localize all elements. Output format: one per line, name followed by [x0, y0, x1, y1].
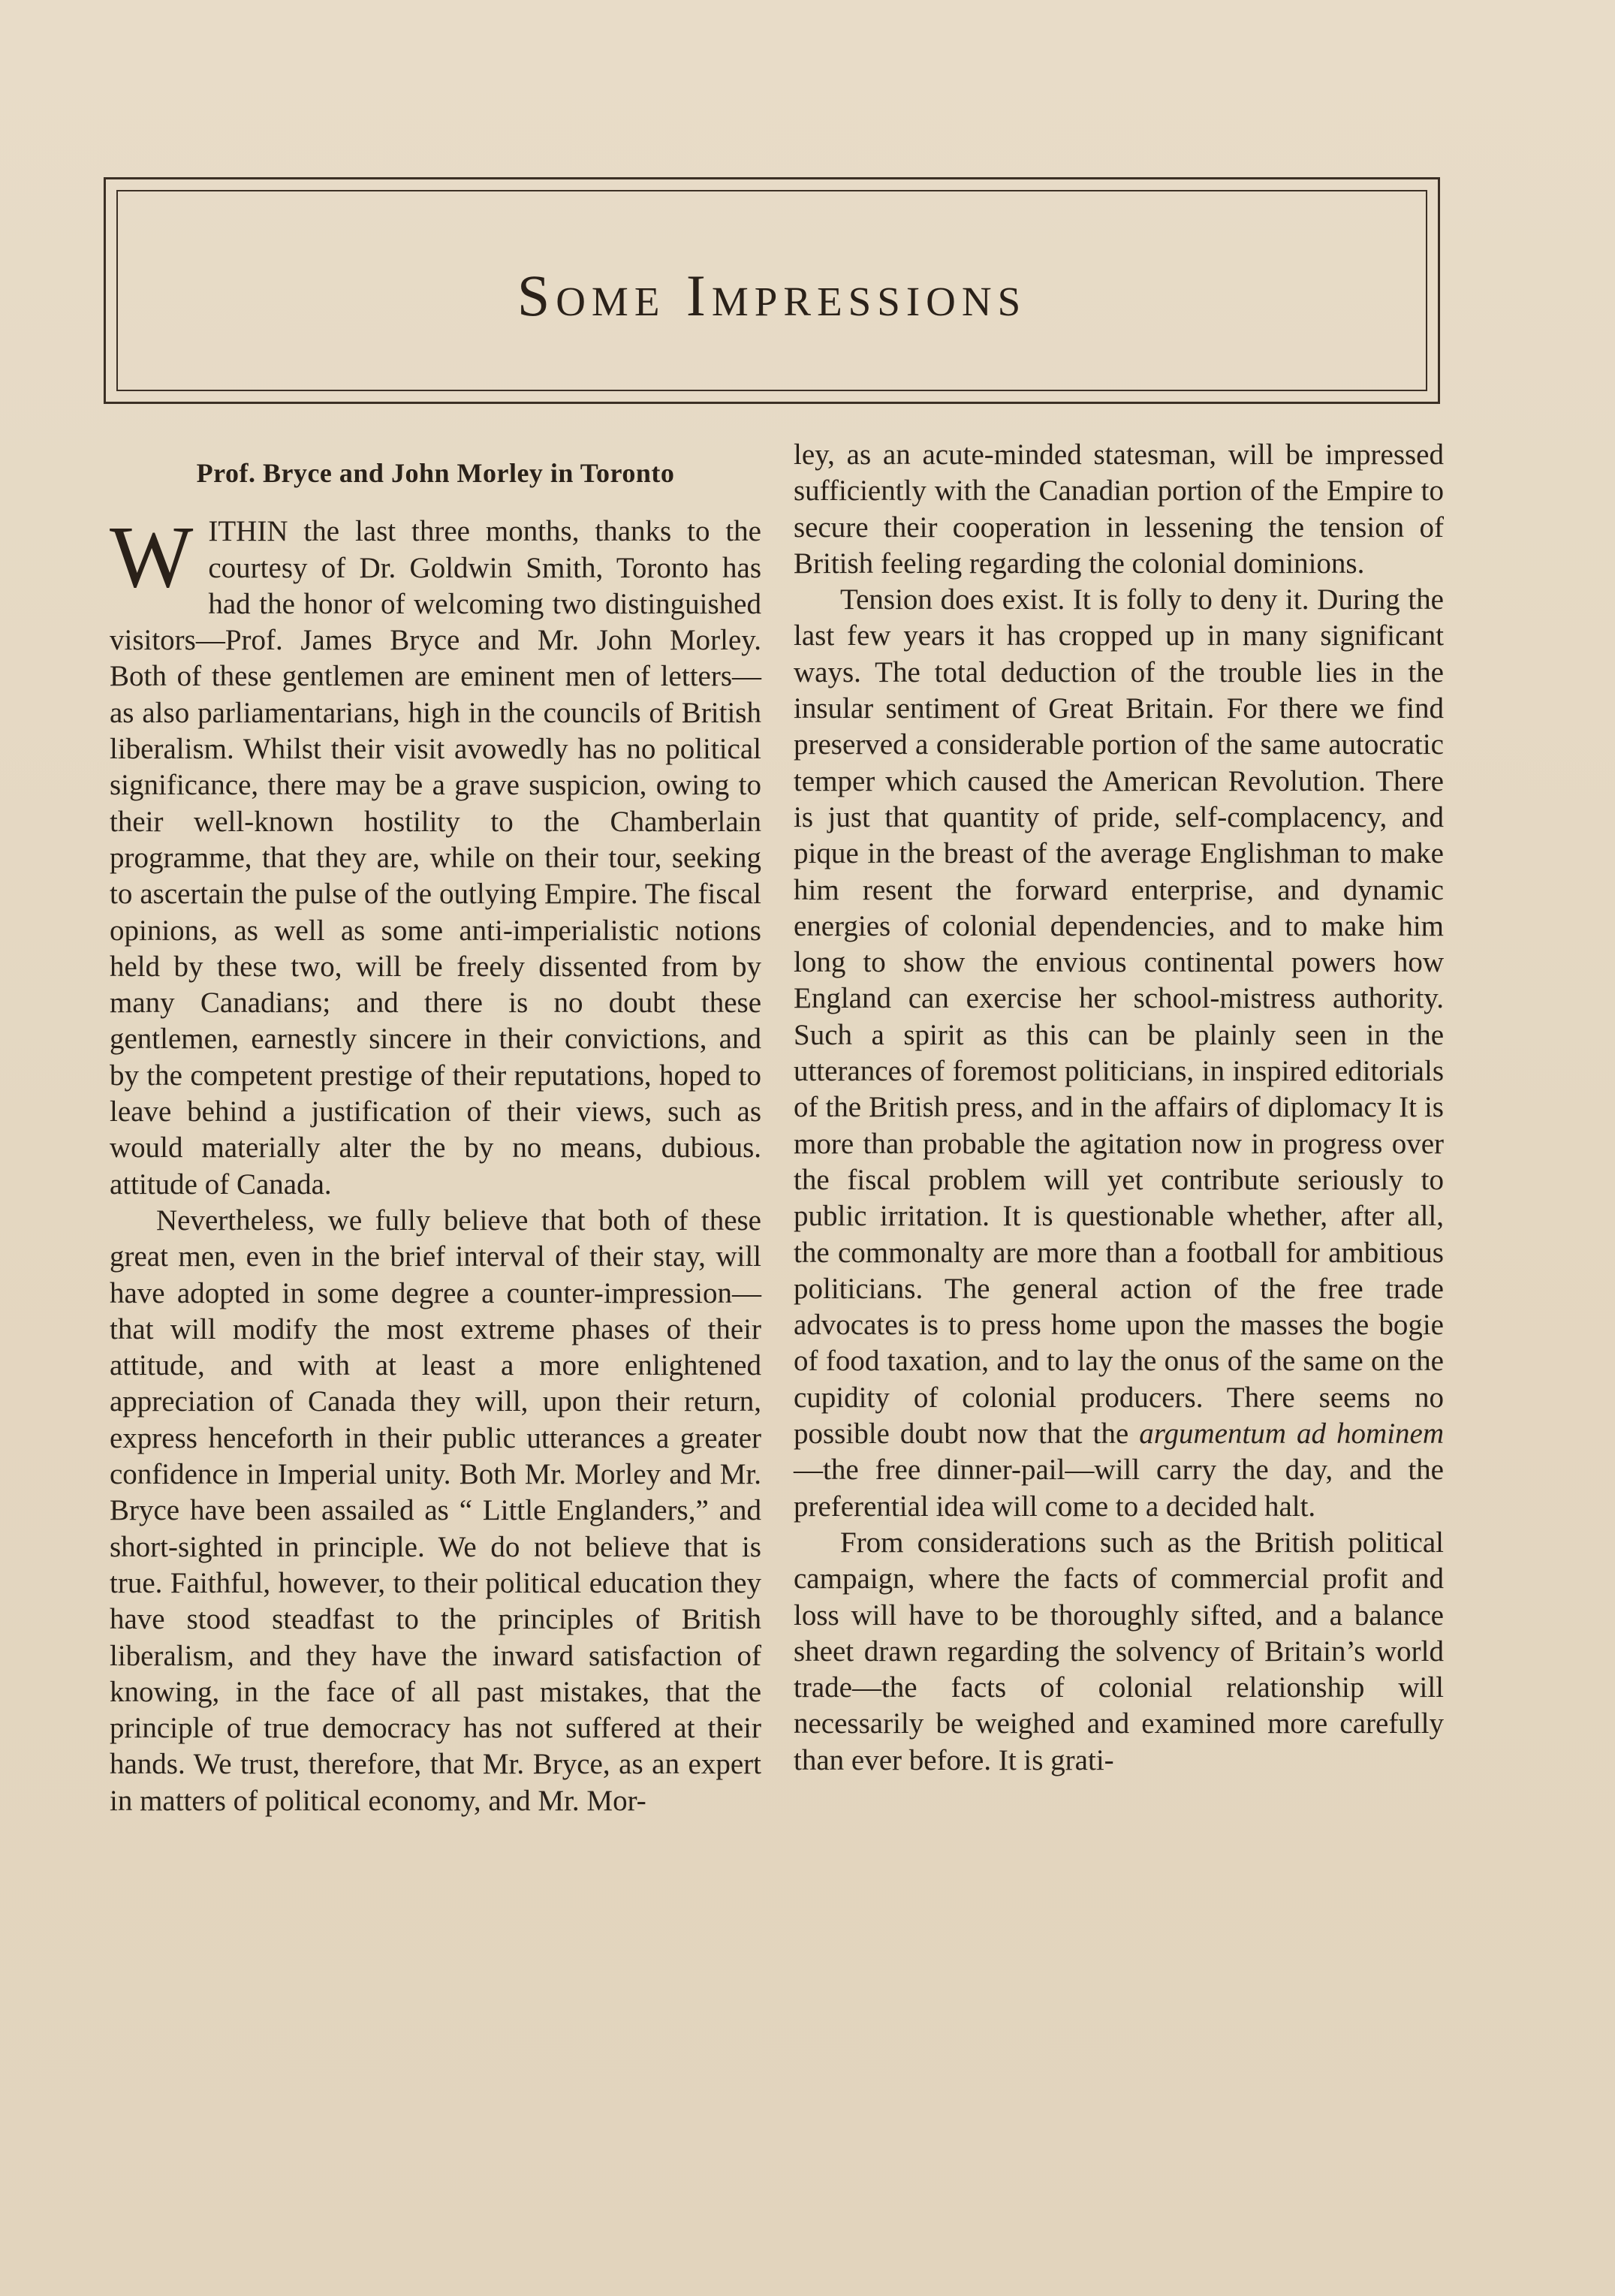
left-paragraph-1 [110, 508, 761, 1203]
right-paragraph-2 [794, 582, 1444, 1525]
latin-phrase: argumentum ad hominem [1139, 1418, 1445, 1451]
left-paragraph-2: Nevertheless, we fully believe that both of these great men, even in the brief interval of their stay, will have adopted in some degree a counter-impression—that will modify the most extreme phases of their attitude, and with at least a more enlightened appreciation of Canada they will, upon their return, express henceforth in their public utterances a greater confidence in Imperial unity. Both Mr. Morley and Mr. Bryce have been assailed as “ Little Englanders,” and short-sighted in principle. We do not believe that is true. Faithful, however, to their political education they have stood steadfast to the principles of British liberalism, and they have the inward satisfaction of knowing, in the face of all past mistakes, that the principle of true democracy has not suffered at their hands. We trust, therefore, that Mr. Bryce, as an expert in matters of political economy, and Mr. Mor- [110, 1204, 761, 1817]
left-paragraph-1-text: ITHIN the last three months, thanks to the courtesy of Dr. Goldwin Smith, Toronto has had the honor of welcoming two distinguished visitors—Prof. James Bryce and Mr. John Morley. Both of these gentlemen are eminent men of letters—as also parliamentarians, high in the councils of British liberalism. Whilst their visit avowedly has no political significance, there may be a grave suspicion, owing to their well-known hostility to the Chamberlain programme, that they are, while on their tour, seeking to ascertain the pulse of the outlying Empire. The fiscal opinions, as well as some anti-imperialistic notions held by these two, will be freely dissented from by many Canadians; and there is no doubt these gentlemen, earnestly sincere in their convictions, and by the competent prestige of their reputations, hoped to leave behind a justification of their views, such as would materially alter the by no means, dubious. attitude of Canada. [110, 515, 761, 1201]
right-paragraph-2-text: Tension does exist. It is folly to deny it. During the last few years it has cropped up in many significant ways. The total deduction of the trouble lies in the insular sentiment of Great Britain. For there we find preserved a considerable portion of the same autocratic temper which caused the American Revolution. There is just that quantity of pride, self-complacency, and pique in the breast of the average Englishman to make him resent the forward enterprise, and dynamic energies of colonial dependencies, and to make him long to show the envious continental powers how England can exercise her school-mistress authority. Such a spirit as this can be plainly seen in the utterances of foremost politicians, in inspired editorials of the British press, and in the affairs of diplomacy It is more than probable the agitation now in progress over the fiscal problem will yet contribute seriously to public irritation. It is questionable whether, after all, the commonalty are more than a football for ambitious politicians. The general action of the free trade advocates is to press home upon the masses the bogie of food taxation, and to lay the onus of the same on the cupidity of colonial producers. There seems no possible doubt now that the [794, 583, 1444, 1451]
page-title: Some Impressions [517, 263, 1027, 328]
left-column [110, 447, 761, 1819]
article-subheading: Prof. Bryce and John Morley in Toronto [196, 458, 675, 488]
right-column [794, 437, 1444, 1779]
right-paragraph-3: From considerations such as the British political campaign, where the facts of commercial profit and loss will have to be thoroughly sifted, and a balance sheet drawn regarding the solvency of Britain’s world trade—the facts of colonial relationship will necessarily be weighed and examined more carefully than ever before. It is grati- [794, 1526, 1444, 1776]
right-paragraph-1: ley, as an acute-minded statesman, will be impressed sufficiently with the Canadian portion of the Empire to secure their cooperation in lessening the tension of British feeling regarding the colonial dominions. [794, 438, 1444, 580]
title-frame [104, 177, 1440, 404]
drop-cap: W [110, 508, 194, 607]
right-paragraph-2-end: —the free dinner-pail—will carry the day, and the preferential idea will come to a decided halt. [794, 1454, 1444, 1523]
